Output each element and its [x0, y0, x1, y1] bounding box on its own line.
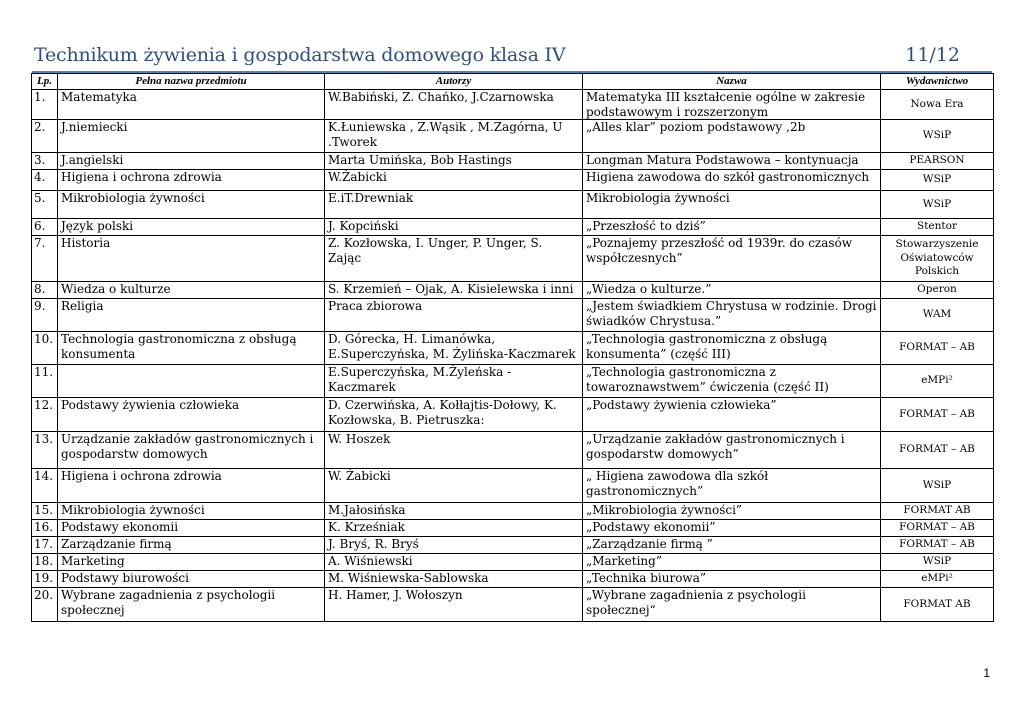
table-row — [32, 432, 994, 469]
publisher-cell: Stentor — [881, 219, 994, 236]
table-row — [32, 191, 994, 219]
title-cell: Higiena zawodowa do szkół gastronomicznych — [583, 170, 881, 191]
publisher-cell: WSiP — [881, 120, 994, 153]
column-header-publisher: Wydawnictwo — [881, 74, 994, 90]
authors-cell: K.Łuniewska , Z.Wąsik , M.Zagórna, U .Tworek — [325, 120, 583, 153]
publisher-cell: WSiP — [881, 170, 994, 191]
title-cell: „Wybrane zagadnienia z psychologii społecznej“ — [583, 588, 881, 622]
column-header-subject: Pełna nazwa przedmiotu — [58, 74, 325, 90]
title-cell: „Alles klar” poziom podstawowy ,2b — [583, 120, 881, 153]
row-number: 4. — [32, 170, 58, 191]
row-number: 2. — [32, 120, 58, 153]
title-cell: „Przeszłość to dziś” — [583, 219, 881, 236]
table-row — [32, 365, 994, 398]
table-row — [32, 503, 994, 520]
title-cell: „Wiedza o kulturze.” — [583, 282, 881, 299]
row-number: 9. — [32, 299, 58, 332]
title-cell: „Zarządzanie firmą ” — [583, 537, 881, 554]
authors-cell: D. Górecka, H. Limanówka, E.Superczyńska, M. Żylińska-Kaczmarek — [325, 332, 583, 365]
title-cell: „Jestem świadkiem Chrystusa w rodzinie. Drogi świadków Chrystusa.” — [583, 299, 881, 332]
table-body — [32, 90, 994, 622]
column-header-title: Nazwa — [583, 74, 881, 90]
table-row — [32, 219, 994, 236]
row-number: 14. — [32, 469, 58, 503]
subject-cell: J.niemiecki — [58, 120, 325, 153]
page-header — [34, 44, 960, 70]
authors-cell: Praca zbiorowa — [325, 299, 583, 332]
row-number: 7. — [32, 236, 58, 282]
authors-cell: E.iT.Drewniak — [325, 191, 583, 219]
subject-cell: Mikrobiologia żywności — [58, 191, 325, 219]
title-cell: Longman Matura Podstawowa – kontynuacja — [583, 153, 881, 170]
subject-cell: Język polski — [58, 219, 325, 236]
subject-cell: Historia — [58, 236, 325, 282]
subject-cell: Religia — [58, 299, 325, 332]
publisher-cell: WSiP — [881, 191, 994, 219]
subject-cell: Podstawy żywienia człowieka — [58, 398, 325, 432]
table-row — [32, 520, 994, 537]
authors-cell: W.Babiński, Z. Chańko, J.Czarnowska — [325, 90, 583, 120]
table-row — [32, 469, 994, 503]
authors-cell: M.Jałosińska — [325, 503, 583, 520]
row-number: 18. — [32, 554, 58, 571]
publisher-cell: Operon — [881, 282, 994, 299]
table-row — [32, 153, 994, 170]
publisher-cell: eMPi² — [881, 571, 994, 588]
table-row — [32, 170, 994, 191]
table-row — [32, 332, 994, 365]
publisher-cell: Nowa Era — [881, 90, 994, 120]
table-row — [32, 537, 994, 554]
subject-cell: Zarządzanie firmą — [58, 537, 325, 554]
authors-cell: Marta Umińska, Bob Hastings — [325, 153, 583, 170]
table-row — [32, 120, 994, 153]
page-number: 1 — [983, 666, 990, 680]
authors-cell: W. Hoszek — [325, 432, 583, 469]
authors-cell: D. Czerwińska, A. Kołłajtis-Dołowy, K. Kozłowska, B. Pietruszka: — [325, 398, 583, 432]
row-number: 17. — [32, 537, 58, 554]
authors-cell: W. Żabicki — [325, 469, 583, 503]
subject-cell — [58, 365, 325, 398]
row-number: 10. — [32, 332, 58, 365]
publisher-cell: PEARSON — [881, 153, 994, 170]
row-number: 15. — [32, 503, 58, 520]
authors-cell: E.Superczyńska, M.Żyleńska - Kaczmarek — [325, 365, 583, 398]
authors-cell: A. Wiśniewski — [325, 554, 583, 571]
table-row — [32, 90, 994, 120]
subject-cell: Matematyka — [58, 90, 325, 120]
authors-cell: Z. Kozłowska, I. Unger, P. Unger, S. Zając — [325, 236, 583, 282]
publisher-cell: FORMAT AB — [881, 588, 994, 622]
table-row — [32, 236, 994, 282]
publisher-cell: Stowarzyszenie Oświatowców Polskich — [881, 236, 994, 282]
title-cell: Mikrobiologia żywności — [583, 191, 881, 219]
publisher-cell: FORMAT – AB — [881, 537, 994, 554]
title-cell: „Podstawy żywienia człowieka” — [583, 398, 881, 432]
authors-cell: J. Kopciński — [325, 219, 583, 236]
subject-cell: Urządzanie zakładów gastronomicznych i gospodarstw domowych — [58, 432, 325, 469]
publisher-cell: FORMAT – AB — [881, 332, 994, 365]
column-header-authors: Autorzy — [325, 74, 583, 90]
authors-cell: K. Krześniak — [325, 520, 583, 537]
page-title: Technikum żywienia i gospodarstwa domowego klasa IV — [34, 44, 566, 66]
title-cell: „Poznajemy przeszłość od 1939r. do czasów współczesnych” — [583, 236, 881, 282]
authors-cell: M. Wiśniewska-Sablowska — [325, 571, 583, 588]
row-number: 11. — [32, 365, 58, 398]
row-number: 1. — [32, 90, 58, 120]
title-cell: „Technika biurowa” — [583, 571, 881, 588]
column-header-lp: Lp. — [32, 74, 58, 90]
row-number: 16. — [32, 520, 58, 537]
publisher-cell: FORMAT – AB — [881, 398, 994, 432]
publisher-cell: FORMAT – AB — [881, 432, 994, 469]
subject-cell: Higiena i ochrona zdrowia — [58, 469, 325, 503]
title-cell: „Technologia gastronomiczna z towaroznawstwem” ćwiczenia (część II) — [583, 365, 881, 398]
authors-cell: S. Krzemień – Ojak, A. Kisielewska i inni — [325, 282, 583, 299]
subject-cell: Wybrane zagadnienia z psychologii społecznej — [58, 588, 325, 622]
subject-cell: Technologia gastronomiczna z obsługą konsumenta — [58, 332, 325, 365]
publisher-cell: FORMAT – AB — [881, 520, 994, 537]
table-row — [32, 299, 994, 332]
table-header-row — [32, 74, 994, 90]
table-row — [32, 571, 994, 588]
row-number: 12. — [32, 398, 58, 432]
publisher-cell: WSiP — [881, 469, 994, 503]
publisher-cell: FORMAT AB — [881, 503, 994, 520]
table-row — [32, 554, 994, 571]
row-number: 6. — [32, 219, 58, 236]
row-number: 19. — [32, 571, 58, 588]
publisher-cell: WAM — [881, 299, 994, 332]
row-number: 5. — [32, 191, 58, 219]
subject-cell: Podstawy ekonomii — [58, 520, 325, 537]
row-number: 20. — [32, 588, 58, 622]
authors-cell: W.Żabicki — [325, 170, 583, 191]
subject-cell: J.angielski — [58, 153, 325, 170]
title-cell: „Technologia gastronomiczna z obsługą konsumenta” (część III) — [583, 332, 881, 365]
title-cell: Matematyka III kształcenie ogólne w zakresie podstawowym i rozszerzonym — [583, 90, 881, 120]
subject-cell: Mikrobiologia żywności — [58, 503, 325, 520]
authors-cell: J. Bryś, R. Bryś — [325, 537, 583, 554]
title-cell: „Urządzanie zakładów gastronomicznych i gospodarstw domowych” — [583, 432, 881, 469]
publisher-cell: WSiP — [881, 554, 994, 571]
row-number: 8. — [32, 282, 58, 299]
page-reference: 11/12 — [905, 44, 960, 66]
table-row — [32, 398, 994, 432]
publisher-cell: eMPi² — [881, 365, 994, 398]
table-row — [32, 588, 994, 622]
subject-cell: Higiena i ochrona zdrowia — [58, 170, 325, 191]
subject-cell: Wiedza o kulturze — [58, 282, 325, 299]
subject-cell: Marketing — [58, 554, 325, 571]
authors-cell: H. Hamer, J. Wołoszyn — [325, 588, 583, 622]
subject-cell: Podstawy biurowości — [58, 571, 325, 588]
title-cell: „ Higiena zawodowa dla szkół gastronomicznych” — [583, 469, 881, 503]
row-number: 3. — [32, 153, 58, 170]
title-cell: „Podstawy ekonomii” — [583, 520, 881, 537]
title-cell: „Mikrobiologia żywności” — [583, 503, 881, 520]
title-cell: „Marketing” — [583, 554, 881, 571]
row-number: 13. — [32, 432, 58, 469]
table-row — [32, 282, 994, 299]
textbook-table — [31, 73, 994, 622]
